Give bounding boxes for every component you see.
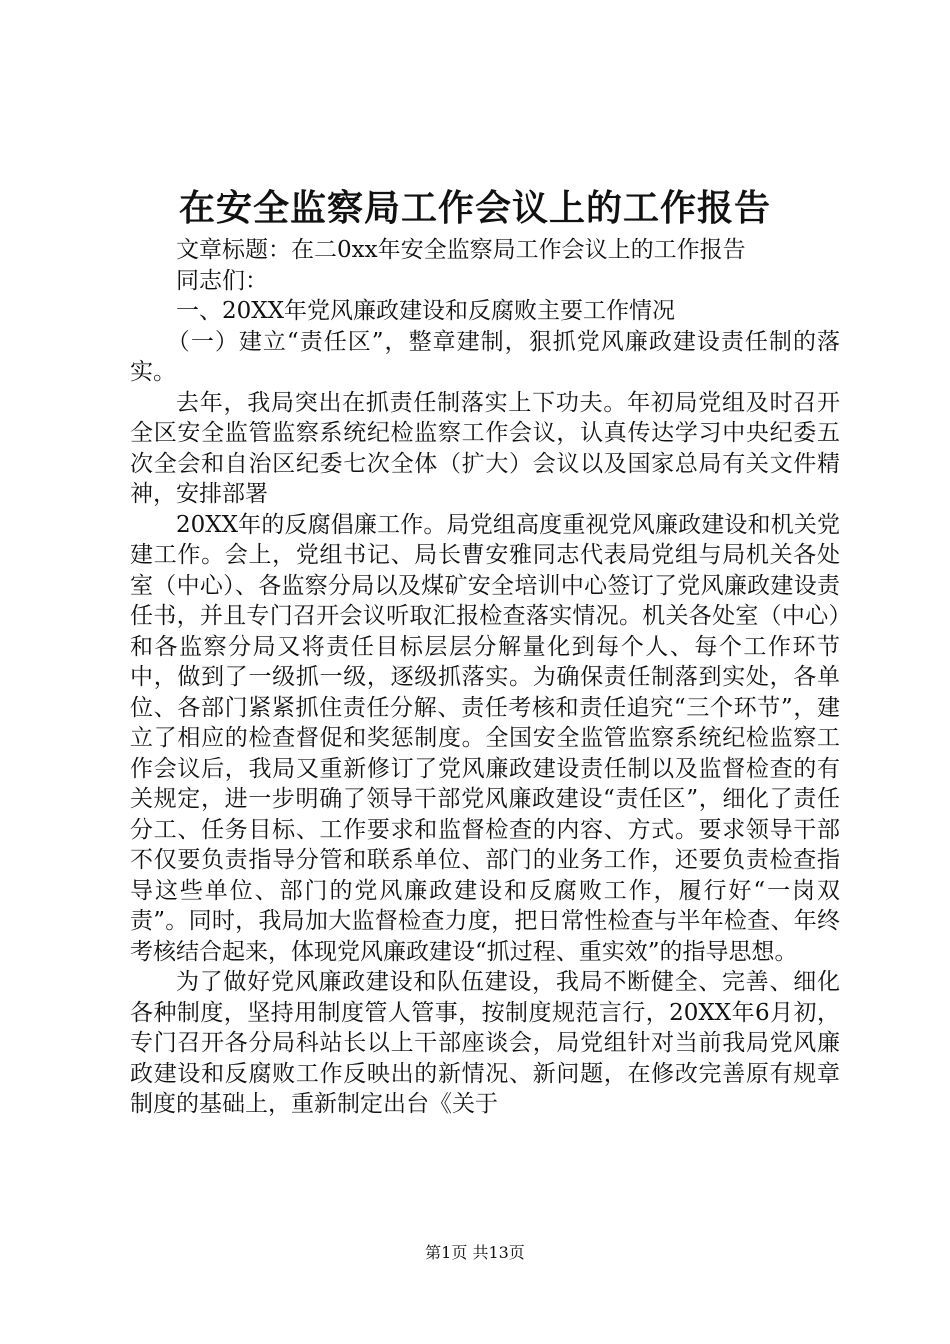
body-paragraph: 20XX年的反腐倡廉工作。局党组高度重视党风廉政建设和机关党建工作。会上，党组书记、局长曹安雅同志代表局党组与局机关各处室（中心）、各监察分局以及煤矿安全培训中心签订了党风廉政建设责任书，并且专门召开会议听取汇报检查落实情况。机关各处室（中心）和各监察分局又将责任目标层层分解量化到每个人、每个工作环节中，做到了一级抓一级，逐级抓落实。为确保责任制落到实处，各单位、各部门紧紧抓住责任分解、责任考核和责任追究“三个环节”，建立了相应的检查督促和奖惩制度。全国安全监管监察系统纪检监察工作会议后，我局又重新修订了党风廉政建设责任制以及监督检查的有关规定，进一步明确了领导干部党风廉政建设“责任区”，细化了责任分工、任务目标、工作要求和监督检查的内容、方式。要求领导干部不仅要负责指导分管和联系单位、部门的业务工作，还要负责检查指导这些单位、部门的党风廉政建设和反腐败工作，履行好“一岗双责”。同时，我局加大监督检查力度，把日常性检查与半年检查、年终考核结合起来，体现党风廉政建设“抓过程、重实效”的指导思想。	[130, 511, 840, 965]
body-paragraph: 为了做好党风廉政建设和队伍建设，我局不断健全、完善、细化各种制度，坚持用制度管人管事，按制度规范言行，20XX年6月初，专门召开各分局科站长以上干部座谈会，局党组针对当前我局党风廉政建设和反腐败工作反映出的新情况、新问题，在修改完善原有规章制度的基础上，重新制定出台《关于	[130, 969, 840, 1117]
salutation: 同志们：	[176, 267, 268, 294]
article-title-line: 文章标题：在二0xx年安全监察局工作会议上的工作报告	[176, 237, 746, 263]
body-paragraph: 去年，我局突出在抓责任制落实上下功夫。年初局党组及时召开全区安全监管监察系统纪检监察工作会议，认真传达学习中央纪委五次全会和自治区纪委七次全体（扩大）会议以及国家总局有关文件精神，安排部署	[130, 389, 840, 507]
subsection-heading: （一）建立“责任区”，整章建制，狠抓党风廉政建设责任制的落实。	[130, 328, 840, 385]
page-number-footer: 第1页 共13页	[425, 1243, 525, 1262]
section-heading: 一、20XX年党风廉政建设和反腐败主要工作情况	[176, 298, 676, 324]
document-body	[130, 235, 840, 1120]
document-title: 在安全监察局工作会议上的工作报告	[178, 187, 771, 229]
